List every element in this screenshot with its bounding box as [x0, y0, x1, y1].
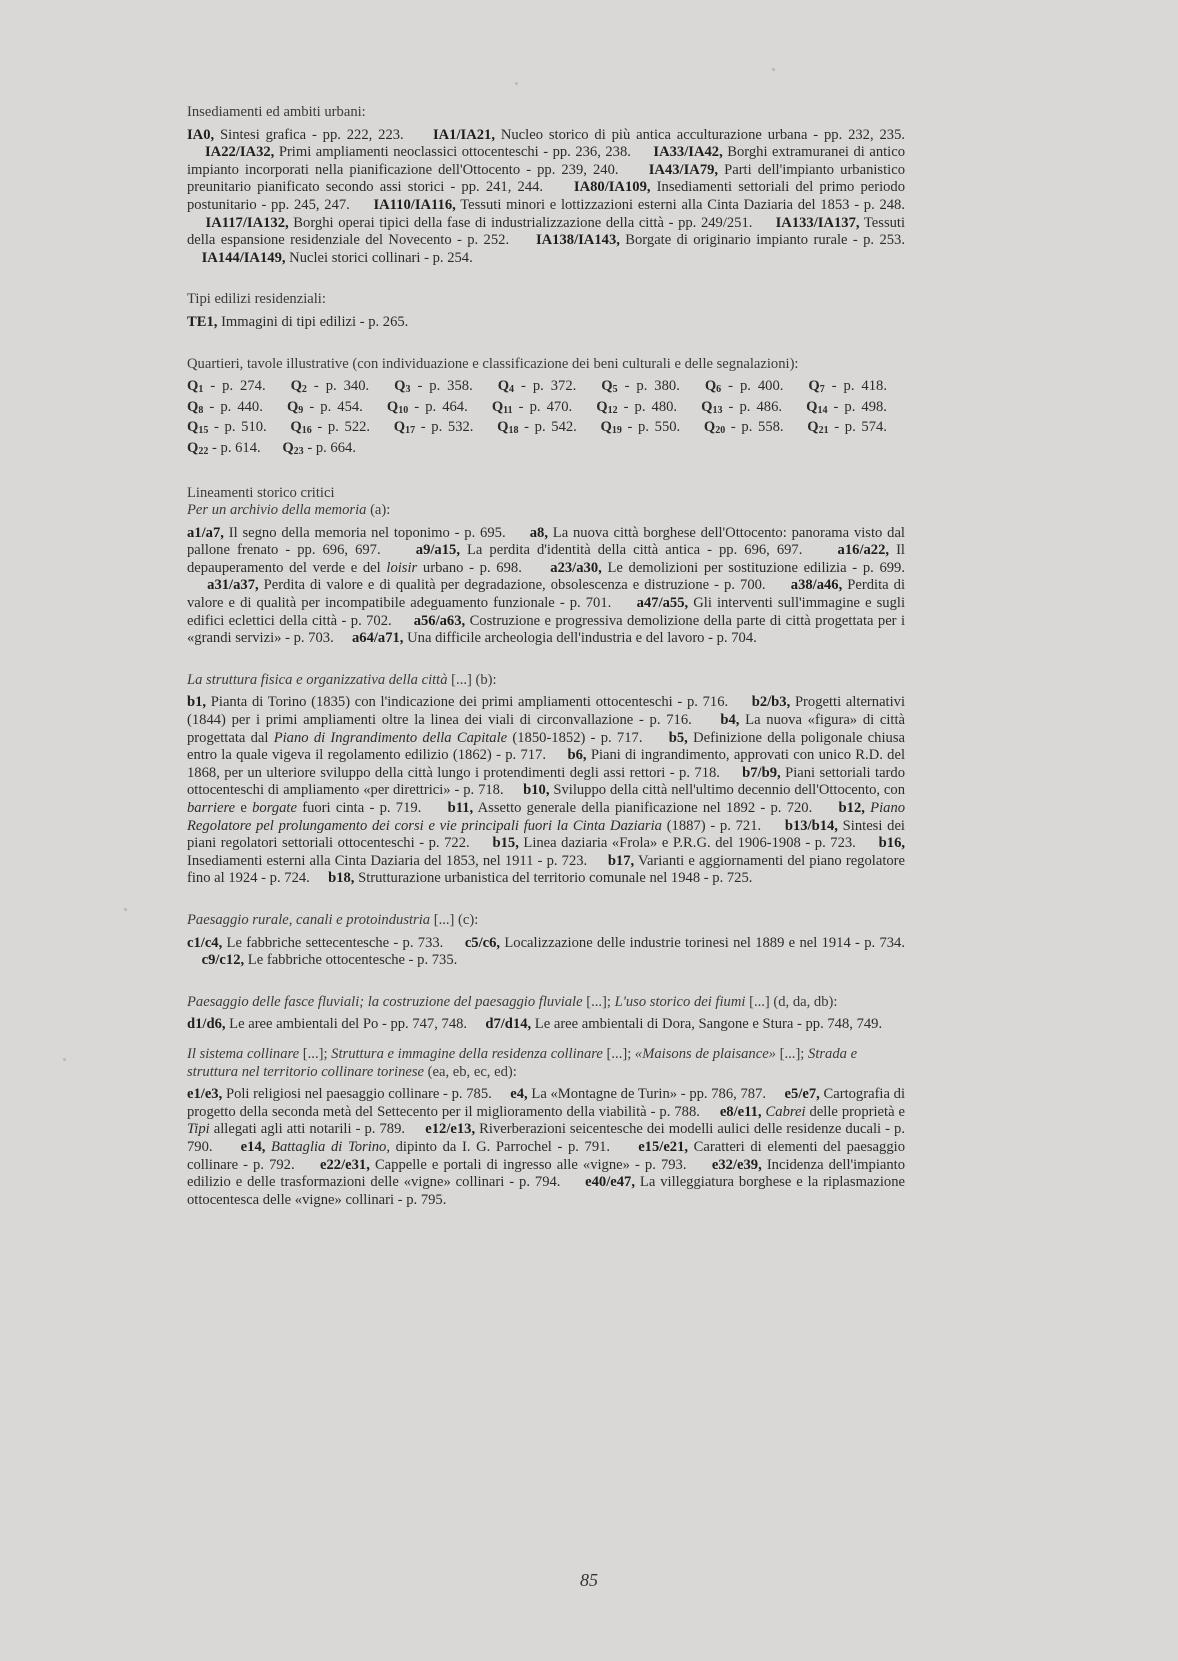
- quartiere-entry: [807, 419, 887, 435]
- section-heading: Tipi edilizi residenziali:: [187, 291, 326, 308]
- page-number: 85: [580, 1570, 598, 1590]
- quartiere-page: - p. 532.: [415, 419, 474, 436]
- entry-text: Le demolizioni per sostituzione edilizia - p. 699.: [601, 559, 905, 576]
- entry-code: b16,: [878, 835, 906, 852]
- entry-italic: Piano Regolatore pel prolungamento dei corsi e vie principali fuori la Cinta Daziaria: [187, 800, 906, 834]
- quartiere-page: - p. 550.: [621, 419, 681, 436]
- entry-text: Primi ampliamenti neoclassici ottocenteschi - pp. 236, 238.: [274, 144, 631, 161]
- entry-text: La villeggiatura borghese e la riplasmazione ottocentesca delle «vigne» collinari - p. 795.: [187, 1174, 906, 1208]
- index-entry: [187, 314, 408, 330]
- index-entry: [187, 694, 728, 710]
- quartiere-number: 16: [301, 425, 312, 437]
- entry-text: La nuova città borghese dell'Ottocento: panorama visto dal pallone frenato - pp. 696, 697.: [187, 524, 905, 559]
- quartiere-letter: Q: [600, 419, 612, 436]
- entry-list: [187, 314, 905, 332]
- quartiere-entry: [282, 440, 356, 456]
- quartiere-entry: [187, 378, 266, 394]
- quartiere-page: - p. 558.: [725, 419, 784, 436]
- quartiere-number: 19: [611, 425, 622, 437]
- quartiere-entry: [808, 378, 887, 394]
- quartiere-number: 14: [817, 404, 828, 416]
- quartiere-entry: [394, 419, 474, 435]
- quartiere-letter: Q: [601, 378, 613, 395]
- quartiere-page: - p. 400.: [721, 378, 784, 395]
- quartiere-number: 20: [715, 425, 726, 437]
- entry-code: e1/e3,: [187, 1086, 223, 1103]
- entry-code: a64/a71,: [351, 630, 404, 647]
- entry-text: Sviluppo della città nell'ultimo decennio dell'Ottocento, con: [549, 782, 905, 799]
- entry-code: c5/c6,: [464, 934, 501, 951]
- quartiere-page: - p. 454.: [303, 398, 363, 415]
- quartiere-number: 18: [508, 425, 519, 437]
- quartiere-number: 7: [819, 384, 825, 396]
- entry-text: Il segno della memoria nel toponimo - p. 695.: [223, 524, 506, 541]
- entry-code: d7/d14,: [485, 1016, 532, 1033]
- entry-code: d1/d6,: [187, 1016, 226, 1033]
- entry-code: c9/c12,: [201, 952, 245, 969]
- entry-text: dipinto da I. G. Parrochel - p. 791.: [390, 1138, 611, 1155]
- entry-code: a16/a22,: [837, 542, 890, 559]
- entry-text: Costruzione e progressiva demolizione della parte di città progettata per i «grandi servizi» - p. 703.: [187, 612, 905, 647]
- section-heading: [187, 1046, 905, 1081]
- entry-code: IA80/IA109,: [573, 179, 651, 196]
- index-entry: [495, 1086, 766, 1102]
- entry-italic: Piano di Ingrandimento della Capitale: [273, 729, 508, 746]
- entry-italic: Battaglia di Torino,: [271, 1138, 390, 1155]
- section-heading: [187, 912, 905, 930]
- quartiere-number: 8: [198, 404, 204, 416]
- quartiere-number: 3: [405, 384, 411, 396]
- section-heading: Quartieri, tavole illustrative (con individuazione e classificazione dei beni culturali e delle segnalazioni):: [187, 355, 799, 372]
- heading-italic: Per un archivio della memoria: [187, 502, 367, 519]
- entry-text: Borghi operai tipici della fase di industrializzazione della città - pp. 249/251.: [288, 214, 753, 231]
- paper-speck: [124, 908, 127, 911]
- quartiere-entry: [187, 399, 263, 415]
- heading-italic: La struttura fisica e organizzativa della città: [187, 671, 448, 688]
- entry-code: b17,: [607, 852, 635, 869]
- quartiere-entry: [596, 399, 677, 415]
- entry-code: b1,: [187, 694, 207, 711]
- entry-text: delle proprietà e: [805, 1103, 905, 1120]
- index-entry: [471, 1016, 882, 1032]
- entry-text: Le aree ambientali di Dora, Sangone e Stura - pp. 748, 749.: [531, 1016, 883, 1033]
- quartiere-page: - p. 440.: [203, 398, 263, 415]
- quartiere-letter: Q: [806, 398, 818, 415]
- quartiere-letter: Q: [393, 419, 406, 436]
- entry-text: Perdita di valore e di qualità per incompatibile adeguamento funzionale - p. 701.: [187, 577, 906, 612]
- section-heading: [187, 672, 905, 690]
- index-entry: [187, 1016, 467, 1032]
- entry-text: fuori cinta - p. 719.: [296, 800, 422, 816]
- quartiere-number: 6: [716, 384, 722, 396]
- entry-text: Localizzazione delle industrie torinesi nel 1889 e nel 1914 - p. 734.: [500, 934, 905, 951]
- quartiere-letter: Q: [187, 378, 199, 395]
- quartiere-letter: Q: [703, 419, 716, 436]
- entry-italic: Tipi: [187, 1121, 210, 1138]
- entry-text: Definizione della poligonale chiusa entro la quale vigeva il regolamento edilizio (1862) - p. 717.: [187, 729, 905, 764]
- quartiere-letter: Q: [386, 398, 399, 415]
- entry-text: Strutturazione urbanistica del territorio comunale nel 1948 - p. 725.: [354, 870, 753, 887]
- entry-code: a1/a7,: [187, 524, 224, 541]
- entry-code: a23/a30,: [550, 559, 602, 576]
- heading-text: [...];: [299, 1045, 332, 1062]
- entry-italic: borgate: [252, 800, 297, 816]
- index-entry: [300, 1157, 687, 1173]
- quartiere-page: - p. 542.: [518, 419, 577, 436]
- entry-list: [187, 935, 905, 970]
- entry-code: b11,: [447, 800, 474, 816]
- entry-text: Caratteri di elementi del paesaggio collinare - p. 792.: [187, 1138, 905, 1173]
- entry-code: IA138/IA143,: [535, 232, 620, 249]
- entry-code: b18,: [328, 870, 355, 887]
- heading-italic: Paesaggio rurale, canali e protoindustria: [187, 911, 431, 928]
- quartiere-entry: [290, 419, 370, 435]
- entry-text: Nuclei storici collinari - p. 254.: [285, 249, 473, 266]
- index-entry: [528, 560, 905, 576]
- entry-text: Insediamenti settoriali del primo periodo postunitario - pp. 245, 247.: [187, 179, 906, 213]
- quartiere-letter: Q: [491, 398, 504, 415]
- index-entry: [218, 1139, 610, 1155]
- index-entry: [187, 952, 457, 968]
- entry-text: Varianti e aggiornamenti del piano regolatore fino al 1924 - p. 724.: [187, 852, 906, 887]
- section-heading: Insediamenti ed ambiti urbani:: [187, 104, 366, 120]
- heading-italic: Struttura e immagine della residenza collinare: [331, 1045, 603, 1062]
- quartiere-letter: Q: [497, 419, 509, 436]
- section-tipi-edilizi: [187, 291, 905, 331]
- entry-code: TE1,: [187, 313, 218, 330]
- heading-italic: Paesaggio delle fasce fluviali; la costruzione del paesaggio fluviale: [187, 993, 583, 1010]
- index-entry: [355, 197, 905, 213]
- entry-code: a8,: [529, 524, 548, 541]
- index-entry: [313, 870, 752, 886]
- quartiere-number: 11: [503, 404, 513, 416]
- entry-code: b7/b9,: [742, 764, 781, 781]
- quartiere-letter: Q: [596, 398, 608, 415]
- entry-code: b13/b14,: [784, 817, 838, 834]
- quartiere-number: 1: [198, 384, 204, 396]
- quartiere-letter: Q: [807, 419, 819, 436]
- quartiere-page: - p. 340.: [306, 378, 370, 395]
- paper-speck: [515, 82, 518, 85]
- quartiere-entry: [492, 399, 572, 415]
- entry-text: Insediamenti esterni alla Cinta Daziaria del 1853, nel 1911 - p. 723.: [187, 852, 588, 869]
- quartiere-page: - p. 372.: [514, 378, 577, 395]
- quartiere-number: 23: [293, 445, 304, 457]
- quartiere-number: 2: [301, 384, 307, 396]
- entry-code: a9/a15,: [415, 542, 460, 559]
- entry-code: e40/e47,: [585, 1174, 635, 1191]
- section-heading: [187, 994, 905, 1012]
- entry-text: Le fabbriche ottocentesche - p. 735.: [244, 952, 458, 969]
- entry-code: b12,: [838, 800, 865, 816]
- quartiere-entry: [187, 419, 267, 435]
- entry-text: La nuova «figura» di città progettata dal: [187, 712, 906, 746]
- entry-text: urbano - p. 698.: [417, 559, 522, 576]
- quartiere-letter: Q: [497, 378, 510, 395]
- entry-code: b5,: [668, 729, 688, 746]
- entry-list: [187, 1016, 905, 1034]
- entry-code: e22/e31,: [320, 1156, 370, 1173]
- entry-code: IA22/IA32,: [205, 144, 275, 161]
- entry-italic: barriere: [187, 800, 236, 816]
- entry-text: Poli religiosi nel paesaggio collinare - p. 785.: [222, 1086, 492, 1103]
- quartiere-letter: Q: [290, 419, 302, 436]
- index-entry: [187, 525, 506, 541]
- index-entry: [514, 232, 905, 248]
- quartiere-entry: [394, 378, 473, 394]
- quartiere-page: - p. 358.: [410, 378, 473, 395]
- entry-text: Immagini di tipi edilizi - p. 265.: [217, 313, 409, 330]
- quartiere-number: 13: [712, 404, 723, 416]
- quartiere-number: 9: [298, 404, 304, 416]
- quartiere-page: - p. 498.: [827, 398, 887, 415]
- section-struttura-fisica: [187, 672, 905, 888]
- section-insediamenti: [187, 104, 905, 267]
- entry-list: [187, 694, 905, 888]
- quartiere-letter: Q: [187, 419, 199, 436]
- entry-list: [187, 525, 905, 648]
- entry-text: La perdita d'identità della città antica - pp. 696, 697.: [459, 542, 803, 559]
- index-entry: [187, 127, 404, 143]
- heading-text: [...];: [582, 993, 615, 1010]
- index-entry: [448, 935, 905, 951]
- entry-code: e12/e13,: [425, 1121, 476, 1138]
- quartiere-page: - p. 614.: [208, 439, 261, 456]
- entry-code: c1/c4,: [187, 934, 223, 951]
- index-entry: [187, 144, 631, 160]
- entry-code: a47/a55,: [636, 595, 689, 612]
- entry-text: Le fabbriche settecentesche - p. 733.: [222, 934, 444, 951]
- entry-code: b4,: [720, 712, 740, 729]
- entry-text: Sintesi dei piani regolatori settoriali ottocenteschi - p. 722.: [187, 817, 905, 852]
- quartiere-entry: [498, 378, 577, 394]
- index-entry: [410, 127, 905, 143]
- entry-text: La «Montagne de Turin» - pp. 786, 787.: [527, 1086, 767, 1103]
- entry-text: Gli interventi sull'immagine e sugli edifici eclettici della città - p. 702.: [187, 595, 906, 629]
- heading-text: [...];: [602, 1045, 635, 1062]
- index-entry: [187, 577, 766, 593]
- entry-text: Perdita di valore e di qualità per degradazione, obsolescenza e distruzione - p. 700.: [258, 577, 766, 594]
- entry-text: Sintesi grafica - pp. 222, 223.: [214, 126, 404, 143]
- entry-text: e: [235, 800, 253, 816]
- quartiere-page: - p. 418.: [824, 378, 887, 395]
- quartiere-letter: Q: [394, 378, 406, 395]
- heading-suffix: [...] (c):: [430, 911, 479, 928]
- heading-suffix: [...] (d, da, db):: [745, 993, 838, 1010]
- quartiere-entry: [704, 419, 784, 435]
- index-entry: [337, 630, 756, 646]
- quartiere-entry: [187, 440, 261, 456]
- entry-text: Cartografia di progetto della seconda metà del Settecento per il miglioramento della viabilità - p. 788.: [187, 1086, 906, 1120]
- heading-italic: Strada e struttura nel territorio collinare torinese: [187, 1045, 858, 1080]
- index-entry: [187, 250, 473, 266]
- entry-text: allegati agli atti notarili - p. 789.: [209, 1121, 406, 1138]
- entry-text: Cappelle e portali di ingresso alle «vigne» - p. 793.: [369, 1156, 687, 1173]
- entry-code: IA43/IA79,: [648, 161, 719, 178]
- section-sistema-collinare: [187, 1046, 905, 1209]
- quartiere-letter: Q: [701, 398, 713, 415]
- heading-italic: L'uso storico dei fiumi: [614, 993, 746, 1010]
- paper-speck: [772, 68, 775, 71]
- entry-text: Borgate di originario impianto rurale - p. 253.: [619, 232, 905, 249]
- entry-text: Borghi extramuranei di antico impianto incorporati nella pianificazione dell'Ottocento - pp. 239, 240.: [187, 144, 905, 178]
- index-entry: [187, 1086, 492, 1102]
- entry-text: Linea daziaria «Frola» e P.R.G. del 1906-1908 - p. 723.: [518, 835, 856, 852]
- entry-text: Riverberazioni seicentesche dei modelli aulici delle residenze ducali - p. 790.: [187, 1121, 905, 1155]
- entry-text: Nucleo storico di più antica acculturazione urbana - pp. 232, 235.: [495, 126, 906, 143]
- index-entry: [187, 215, 752, 231]
- entry-code: a56/a63,: [413, 612, 466, 629]
- quartiere-number: 21: [818, 425, 829, 437]
- entry-code: e14,: [240, 1138, 266, 1155]
- quartiere-letter: Q: [290, 378, 302, 395]
- entry-italic: loisir: [386, 559, 418, 576]
- quartiere-page: - p. 574.: [828, 419, 887, 436]
- section-quartieri: [187, 356, 905, 461]
- quartiere-letter: Q: [187, 398, 199, 415]
- index-content: [187, 104, 905, 1233]
- quartiere-page: - p. 380.: [617, 378, 680, 395]
- entry-text: Progetti alternativi (1844) per i primi ampliamenti oltre la linea dei viali di circonvallazione - p. 716.: [187, 694, 906, 729]
- quartiere-letter: Q: [286, 398, 299, 415]
- quartieri-list: [187, 378, 905, 460]
- entry-code: IA144/IA149,: [201, 249, 286, 266]
- quartiere-letter: Q: [704, 378, 717, 395]
- quartiere-page: - p. 486.: [722, 398, 783, 415]
- entry-text: Tessuti della espansione residenziale del Novecento - p. 252.: [187, 214, 906, 249]
- heading-text: [...];: [775, 1045, 809, 1062]
- heading-suffix: (ea, eb, ec, ed):: [424, 1063, 517, 1080]
- quartiere-page: - p. 480.: [617, 398, 678, 415]
- quartiere-entry: [601, 378, 680, 394]
- quartiere-page: - p. 464.: [408, 398, 468, 415]
- quartiere-page: - p. 510.: [208, 419, 267, 436]
- entry-code: b6,: [567, 747, 587, 764]
- quartiere-number: 17: [405, 425, 416, 437]
- quartiere-entry: [701, 399, 782, 415]
- entry-text: Una difficile archeologia dell'industria e del lavoro - p. 704.: [403, 630, 757, 647]
- section-lineamenti: [187, 485, 905, 648]
- section-title: Lineamenti storico critici: [187, 484, 335, 501]
- entry-code: e32/e39,: [711, 1156, 762, 1173]
- entry-text: Il depauperamento del verde e del: [187, 542, 905, 576]
- entry-italic: Cabrei: [765, 1103, 806, 1120]
- quartiere-letter: Q: [282, 439, 294, 456]
- quartiere-entry: [806, 399, 887, 415]
- quartiere-entry: [497, 419, 577, 435]
- entry-text: Piani settoriali tardo ottocenteschi di ampliamento «per direttrici» - p. 718.: [187, 764, 905, 799]
- entry-code: e15/e21,: [638, 1138, 689, 1155]
- heading-italic: «Maisons de plaisance»: [634, 1045, 776, 1062]
- entry-list: [187, 127, 905, 268]
- quartiere-entry: [601, 419, 681, 435]
- entry-code: b2/b3,: [751, 694, 791, 711]
- index-entry: [474, 835, 856, 851]
- index-entry: [427, 800, 813, 816]
- entry-code: e4,: [510, 1086, 528, 1103]
- entry-text: Tessuti minori e lottizzazioni esterni alla Cinta Daziaria del 1853 - p. 248.: [455, 196, 905, 213]
- quartiere-letter: Q: [187, 439, 199, 456]
- heading-italic: Il sistema collinare: [187, 1045, 300, 1062]
- quartiere-entry: [287, 399, 363, 415]
- quartiere-entry: [705, 378, 784, 394]
- heading-suffix: [...] (b):: [447, 671, 497, 688]
- section-fasce-fluviali: [187, 994, 905, 1034]
- quartiere-number: 22: [198, 445, 209, 457]
- quartiere-number: 5: [612, 384, 618, 396]
- quartiere-number: 15: [198, 425, 209, 437]
- entry-code: a31/a37,: [207, 577, 259, 594]
- entry-text: (1850-1852) - p. 717.: [507, 729, 643, 746]
- entry-code: a38/a46,: [790, 577, 843, 594]
- section-paesaggio-rurale: [187, 912, 905, 970]
- quartiere-entry: [387, 399, 468, 415]
- index-entry: [187, 935, 443, 951]
- entry-text: Le aree ambientali del Po - pp. 747, 748.: [225, 1016, 468, 1033]
- quartiere-page: - p. 664.: [303, 439, 356, 456]
- quartiere-page: - p. 522.: [311, 419, 371, 436]
- entry-code: e8/e11,: [719, 1103, 762, 1120]
- quartiere-number: 10: [398, 404, 409, 416]
- entry-code: IA133/IA137,: [775, 214, 860, 231]
- heading-suffix: (a):: [366, 502, 391, 519]
- entry-code: IA1/IA21,: [432, 126, 495, 143]
- entry-text: Pianta di Torino (1835) con l'indicazione dei primi ampliamenti ottocenteschi - p. 716.: [206, 694, 729, 711]
- entry-code: IA33/IA42,: [653, 144, 723, 161]
- paper-speck: [63, 1058, 66, 1061]
- entry-code: IA117/IA132,: [205, 214, 289, 231]
- quartiere-number: 12: [607, 404, 618, 416]
- entry-text: Assetto generale della pianificazione nel 1892 - p. 720.: [473, 800, 813, 816]
- entry-code: e5/e7,: [784, 1086, 820, 1103]
- entry-code: b15,: [492, 835, 519, 852]
- entry-list: [187, 1086, 905, 1209]
- quartiere-page: - p. 470.: [512, 398, 573, 415]
- entry-text: (1887) - p. 721.: [661, 817, 762, 834]
- entry-code: b10,: [523, 782, 550, 799]
- entry-code: IA0,: [187, 126, 215, 143]
- entry-text: Incidenza dell'impianto edilizio e delle trasformazioni delle «vigne» collinari - p. 794.: [187, 1156, 906, 1191]
- quartiere-entry: [291, 378, 370, 394]
- quartiere-number: 4: [509, 384, 515, 396]
- entry-code: IA110/IA116,: [373, 196, 456, 213]
- section-heading: [187, 502, 905, 520]
- index-entry: [388, 542, 803, 558]
- quartiere-page: - p. 274.: [203, 378, 266, 395]
- entry-text: Parti dell'impianto urbanistico preunitario pianificato secondo assi storici - pp. 241, 244.: [187, 161, 905, 196]
- entry-text: Piani di ingrandimento, approvati con unico R.D. del 1868, per un ulteriore sviluppo della città lungo i protendimenti degli assi rettori - p. 718.: [187, 747, 905, 781]
- quartiere-letter: Q: [808, 378, 820, 395]
